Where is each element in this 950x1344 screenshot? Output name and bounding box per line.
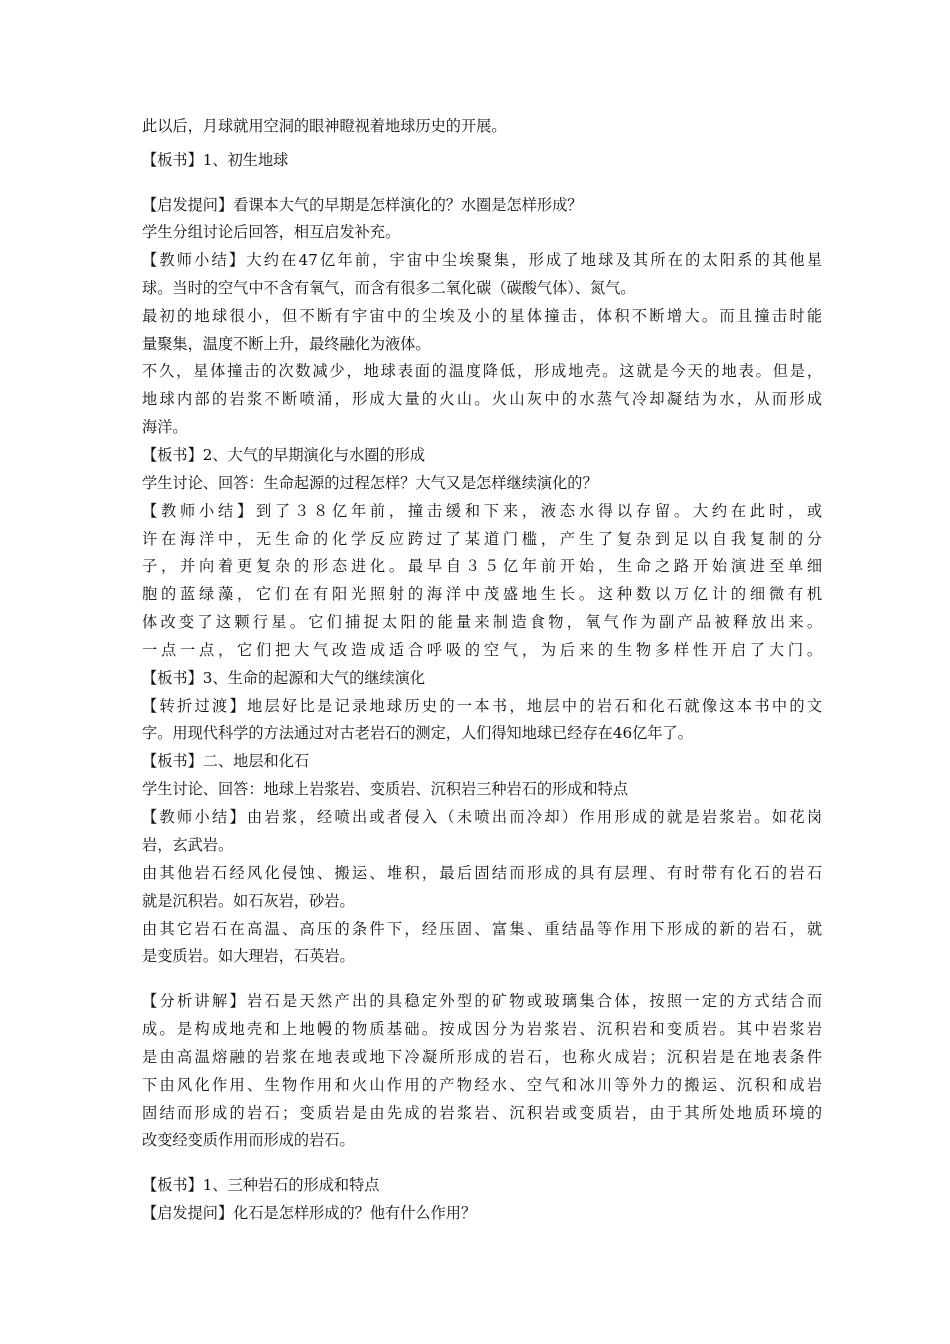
- text-line-18: 体改变了这颗行星。它们捕捉太阳的能量来制造食物，氧气作为副产品被释放出来。: [142, 613, 822, 631]
- text-line-10: 地球内部的岩浆不断喷涌，形成大量的火山。火山灰中的水蒸气冷却凝结为水，从而形成: [142, 390, 822, 408]
- text-line-36: 改变经变质作用而形成的岩石。: [142, 1131, 355, 1149]
- text-line-26: 岩，玄武岩。: [142, 836, 234, 854]
- text-line-21: 【转折过渡】地层好比是记录地球历史的一本书，地层中的岩石和化石就像这本书中的文: [142, 697, 822, 715]
- text-line-9: 不久，星体撞击的次数减少，地球表面的温度降低，形成地壳。这就是今天的地表。但是，: [142, 362, 822, 380]
- text-line-28: 就是沉积岩。如石灰岩，砂岩。: [142, 892, 355, 910]
- text-line-32: 成。是构成地壳和上地幔的物质基础。按成因分为岩浆岩、沉积岩和变质岩。其中岩浆岩: [142, 1020, 822, 1038]
- text-line-2: 【板书】1、初生地球: [142, 151, 289, 169]
- text-line-17: 胞的蓝绿藻，它们在有阳光照射的海洋中茂盛地生长。这种数以万亿计的细微有机: [142, 585, 822, 603]
- text-line-22: 字。用现代科学的方法通过对古老岩石的测定，人们得知地球已经存在46亿年了。: [142, 724, 693, 742]
- text-line-35: 固结而形成的岩石；变质岩是由先成的岩浆岩、沉积岩或变质岩，由于其所处地质环境的: [142, 1104, 822, 1122]
- text-line-38: 【启发提问】化石是怎样形成的？他有什么作用？: [142, 1204, 477, 1222]
- text-line-31: 【分析讲解】岩石是天然产出的具稳定外型的矿物或玻璃集合体，按照一定的方式结合而: [142, 992, 822, 1010]
- text-line-7: 最初的地球很小，但不断有宇宙中的尘埃及小的星体撞击，体积不断增大。而且撞击时能: [142, 307, 822, 325]
- text-line-29: 由其它岩石在高温、高压的条件下，经压固、富集、重结晶等作用下形成的新的岩石，就: [142, 920, 822, 938]
- text-line-4: 学生分组讨论后回答，相互启发补充。: [142, 223, 401, 241]
- text-line-33: 是由高温熔融的岩浆在地表或地下冷凝所形成的岩石，也称火成岩；沉积岩是在地表条件: [142, 1048, 822, 1066]
- text-line-6: 球。当时的空气中不含有氧气，而含有很多二氧化碳（碳酸气体）、氮气。: [142, 279, 636, 297]
- text-line-3: 【启发提问】看课本大气的早期是怎样演化的？水圈是怎样形成？: [142, 196, 583, 214]
- text-line-14: 【教师小结】到了３８亿年前，撞击缓和下来，液态水得以存留。大约在此时，或: [142, 502, 822, 520]
- text-line-19: 一点一点，它们把大气改造成适合呼吸的空气，为后来的生物多样性开启了大门。: [142, 641, 822, 659]
- text-line-13: 学生讨论、回答：生命起源的过程怎样？大气又是怎样继续演化的？: [142, 474, 598, 492]
- text-line-5: 【教师小结】大约在47亿年前，宇宙中尘埃聚集，形成了地球及其所在的太阳系的其他星: [142, 251, 822, 269]
- text-line-34: 下由风化作用、生物作用和火山作用的产物经水、空气和冰川等外力的搬运、沉积和成岩: [142, 1076, 822, 1094]
- text-line-23: 【板书】二、地层和化石: [142, 752, 310, 770]
- text-line-8: 量聚集，温度不断上升，最终融化为液体。: [142, 335, 431, 353]
- text-line-11: 海洋。: [142, 418, 188, 436]
- text-line-30: 是变质岩。如大理岩，石英岩。: [142, 947, 355, 965]
- text-line-15: 许在海洋中，无生命的化学反应跨过了某道门槛，产生了复杂到足以自我复制的分: [142, 530, 822, 548]
- text-line-20: 【板书】3、生命的起源和大气的继续演化: [142, 669, 426, 687]
- text-line-27: 由其他岩石经风化侵蚀、搬运、堆积，最后固结而形成的具有层理、有时带有化石的岩石: [142, 864, 822, 882]
- text-line-25: 【教师小结】由岩浆，经喷出或者侵入（未喷出而冷却）作用形成的就是岩浆岩。如花岗: [142, 808, 822, 826]
- text-line-12: 【板书】2、大气的早期演化与水圈的形成: [142, 446, 426, 464]
- text-line-1: 此以后，月球就用空洞的眼神瞪视着地球历史的开展。: [142, 117, 507, 135]
- text-line-37: 【板书】1、三种岩石的形成和特点: [142, 1176, 380, 1194]
- text-line-16: 子，并向着更复杂的形态进化。最早自３５亿年前开始，生命之路开始演进至单细: [142, 557, 822, 575]
- text-line-24: 学生讨论、回答：地球上岩浆岩、变质岩、沉积岩三种岩石的形成和特点: [142, 780, 628, 798]
